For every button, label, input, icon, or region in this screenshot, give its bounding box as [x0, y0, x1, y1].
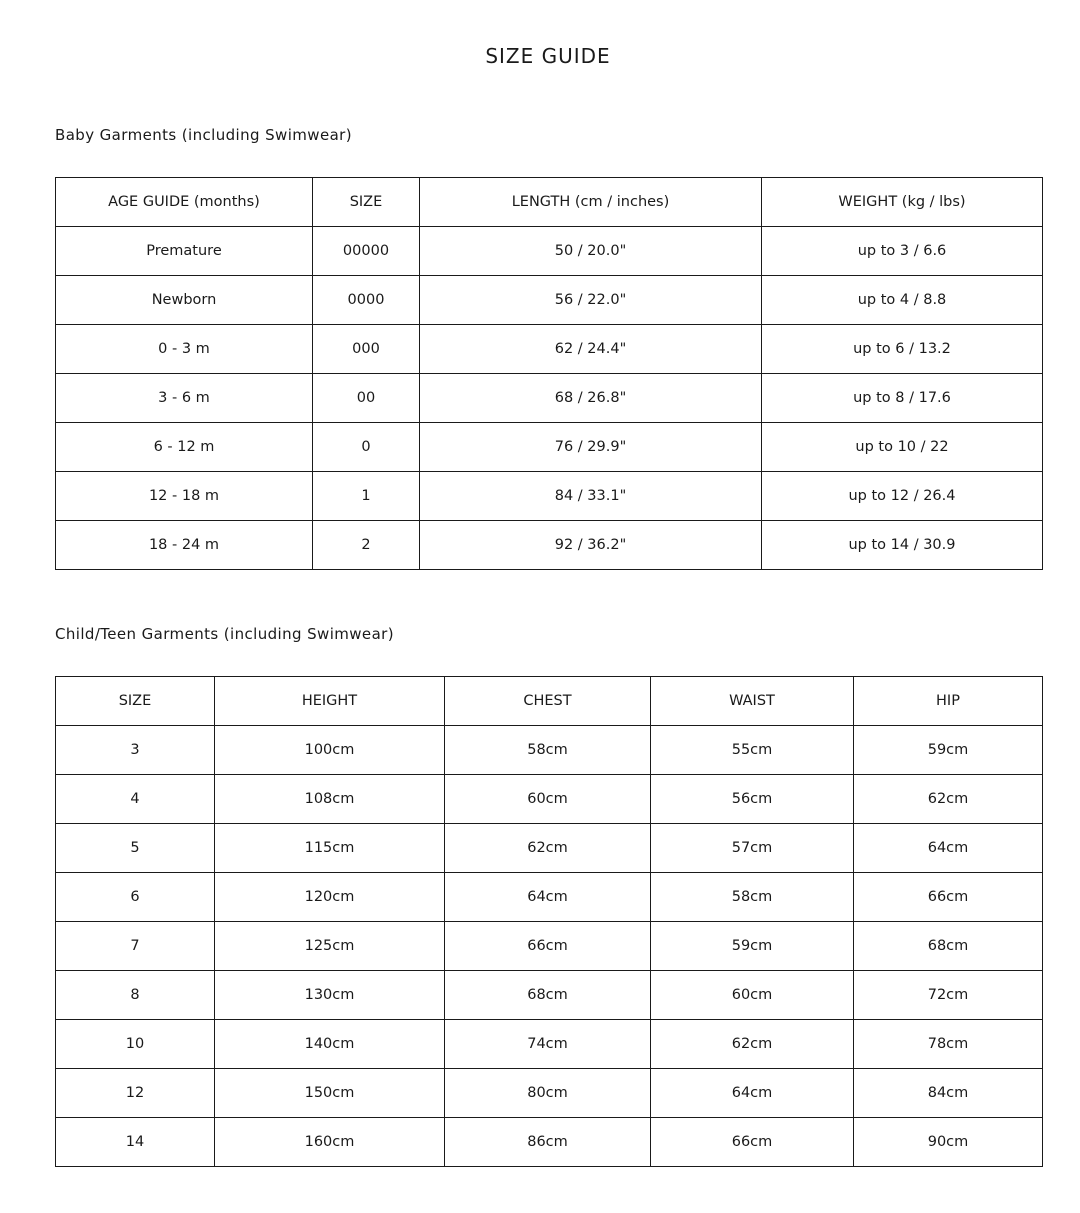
cell-chest: 60cm	[445, 775, 651, 824]
cell-weight: up to 12 / 26.4	[762, 472, 1043, 521]
table-header-row	[56, 677, 1043, 726]
cell-size: 12	[56, 1069, 215, 1118]
cell-hip: 78cm	[854, 1020, 1043, 1069]
cell-age: 12 - 18 m	[56, 472, 313, 521]
cell-height: 108cm	[215, 775, 445, 824]
cell-size: 0000	[313, 276, 420, 325]
cell-size: 5	[56, 824, 215, 873]
cell-waist: 56cm	[651, 775, 854, 824]
cell-size: 00	[313, 374, 420, 423]
table-row	[56, 824, 1043, 873]
table-row	[56, 922, 1043, 971]
cell-hip: 84cm	[854, 1069, 1043, 1118]
cell-chest: 62cm	[445, 824, 651, 873]
cell-chest: 68cm	[445, 971, 651, 1020]
table-row	[56, 374, 1043, 423]
cell-length: 56 / 22.0"	[420, 276, 762, 325]
table-row	[56, 726, 1043, 775]
cell-size: 6	[56, 873, 215, 922]
table-header-row	[56, 178, 1043, 227]
table-row	[56, 1069, 1043, 1118]
cell-size: 000	[313, 325, 420, 374]
cell-size: 8	[56, 971, 215, 1020]
cell-height: 160cm	[215, 1118, 445, 1167]
cell-age: Premature	[56, 227, 313, 276]
cell-weight: up to 3 / 6.6	[762, 227, 1043, 276]
cell-chest: 64cm	[445, 873, 651, 922]
cell-size: 00000	[313, 227, 420, 276]
cell-height: 140cm	[215, 1020, 445, 1069]
cell-weight: up to 6 / 13.2	[762, 325, 1043, 374]
cell-waist: 64cm	[651, 1069, 854, 1118]
cell-waist: 60cm	[651, 971, 854, 1020]
column-header-hip: HIP	[854, 677, 1043, 726]
cell-waist: 62cm	[651, 1020, 854, 1069]
cell-height: 150cm	[215, 1069, 445, 1118]
column-header-chest: CHEST	[445, 677, 651, 726]
cell-size: 10	[56, 1020, 215, 1069]
table-row	[56, 472, 1043, 521]
cell-age: 18 - 24 m	[56, 521, 313, 570]
baby-section-title: Baby Garments (including Swimwear)	[55, 126, 352, 144]
cell-age: 0 - 3 m	[56, 325, 313, 374]
column-header-weight: WEIGHT (kg / lbs)	[762, 178, 1043, 227]
cell-length: 76 / 29.9"	[420, 423, 762, 472]
cell-size: 4	[56, 775, 215, 824]
cell-height: 120cm	[215, 873, 445, 922]
page-title: SIZE GUIDE	[485, 44, 611, 68]
cell-height: 130cm	[215, 971, 445, 1020]
cell-length: 84 / 33.1"	[420, 472, 762, 521]
cell-size: 3	[56, 726, 215, 775]
cell-hip: 90cm	[854, 1118, 1043, 1167]
table-row	[56, 227, 1043, 276]
child-size-table	[55, 676, 1043, 1167]
cell-hip: 72cm	[854, 971, 1043, 1020]
cell-size: 14	[56, 1118, 215, 1167]
table-row	[56, 276, 1043, 325]
column-header-age-guide: AGE GUIDE (months)	[56, 178, 313, 227]
table-row	[56, 873, 1043, 922]
cell-chest: 58cm	[445, 726, 651, 775]
cell-waist: 59cm	[651, 922, 854, 971]
cell-weight: up to 10 / 22	[762, 423, 1043, 472]
cell-hip: 68cm	[854, 922, 1043, 971]
cell-hip: 62cm	[854, 775, 1043, 824]
cell-chest: 66cm	[445, 922, 651, 971]
cell-height: 115cm	[215, 824, 445, 873]
column-header-waist: WAIST	[651, 677, 854, 726]
cell-weight: up to 4 / 8.8	[762, 276, 1043, 325]
child-section-title: Child/Teen Garments (including Swimwear)	[55, 625, 394, 643]
cell-age: Newborn	[56, 276, 313, 325]
cell-weight: up to 14 / 30.9	[762, 521, 1043, 570]
cell-hip: 66cm	[854, 873, 1043, 922]
cell-waist: 55cm	[651, 726, 854, 775]
baby-size-table	[55, 177, 1043, 570]
cell-chest: 74cm	[445, 1020, 651, 1069]
cell-length: 92 / 36.2"	[420, 521, 762, 570]
cell-size: 7	[56, 922, 215, 971]
table-row	[56, 1020, 1043, 1069]
cell-chest: 86cm	[445, 1118, 651, 1167]
cell-size: 2	[313, 521, 420, 570]
table-row	[56, 521, 1043, 570]
cell-waist: 66cm	[651, 1118, 854, 1167]
cell-waist: 57cm	[651, 824, 854, 873]
cell-hip: 59cm	[854, 726, 1043, 775]
column-header-height: HEIGHT	[215, 677, 445, 726]
cell-length: 68 / 26.8"	[420, 374, 762, 423]
table-row	[56, 325, 1043, 374]
cell-height: 125cm	[215, 922, 445, 971]
table-row	[56, 423, 1043, 472]
column-header-size: SIZE	[56, 677, 215, 726]
cell-height: 100cm	[215, 726, 445, 775]
cell-weight: up to 8 / 17.6	[762, 374, 1043, 423]
column-header-length: LENGTH (cm / inches)	[420, 178, 762, 227]
table-row	[56, 971, 1043, 1020]
cell-chest: 80cm	[445, 1069, 651, 1118]
cell-size: 0	[313, 423, 420, 472]
column-header-size: SIZE	[313, 178, 420, 227]
table-row	[56, 1118, 1043, 1167]
cell-length: 50 / 20.0"	[420, 227, 762, 276]
cell-age: 3 - 6 m	[56, 374, 313, 423]
table-row	[56, 775, 1043, 824]
cell-age: 6 - 12 m	[56, 423, 313, 472]
cell-size: 1	[313, 472, 420, 521]
cell-length: 62 / 24.4"	[420, 325, 762, 374]
cell-waist: 58cm	[651, 873, 854, 922]
cell-hip: 64cm	[854, 824, 1043, 873]
